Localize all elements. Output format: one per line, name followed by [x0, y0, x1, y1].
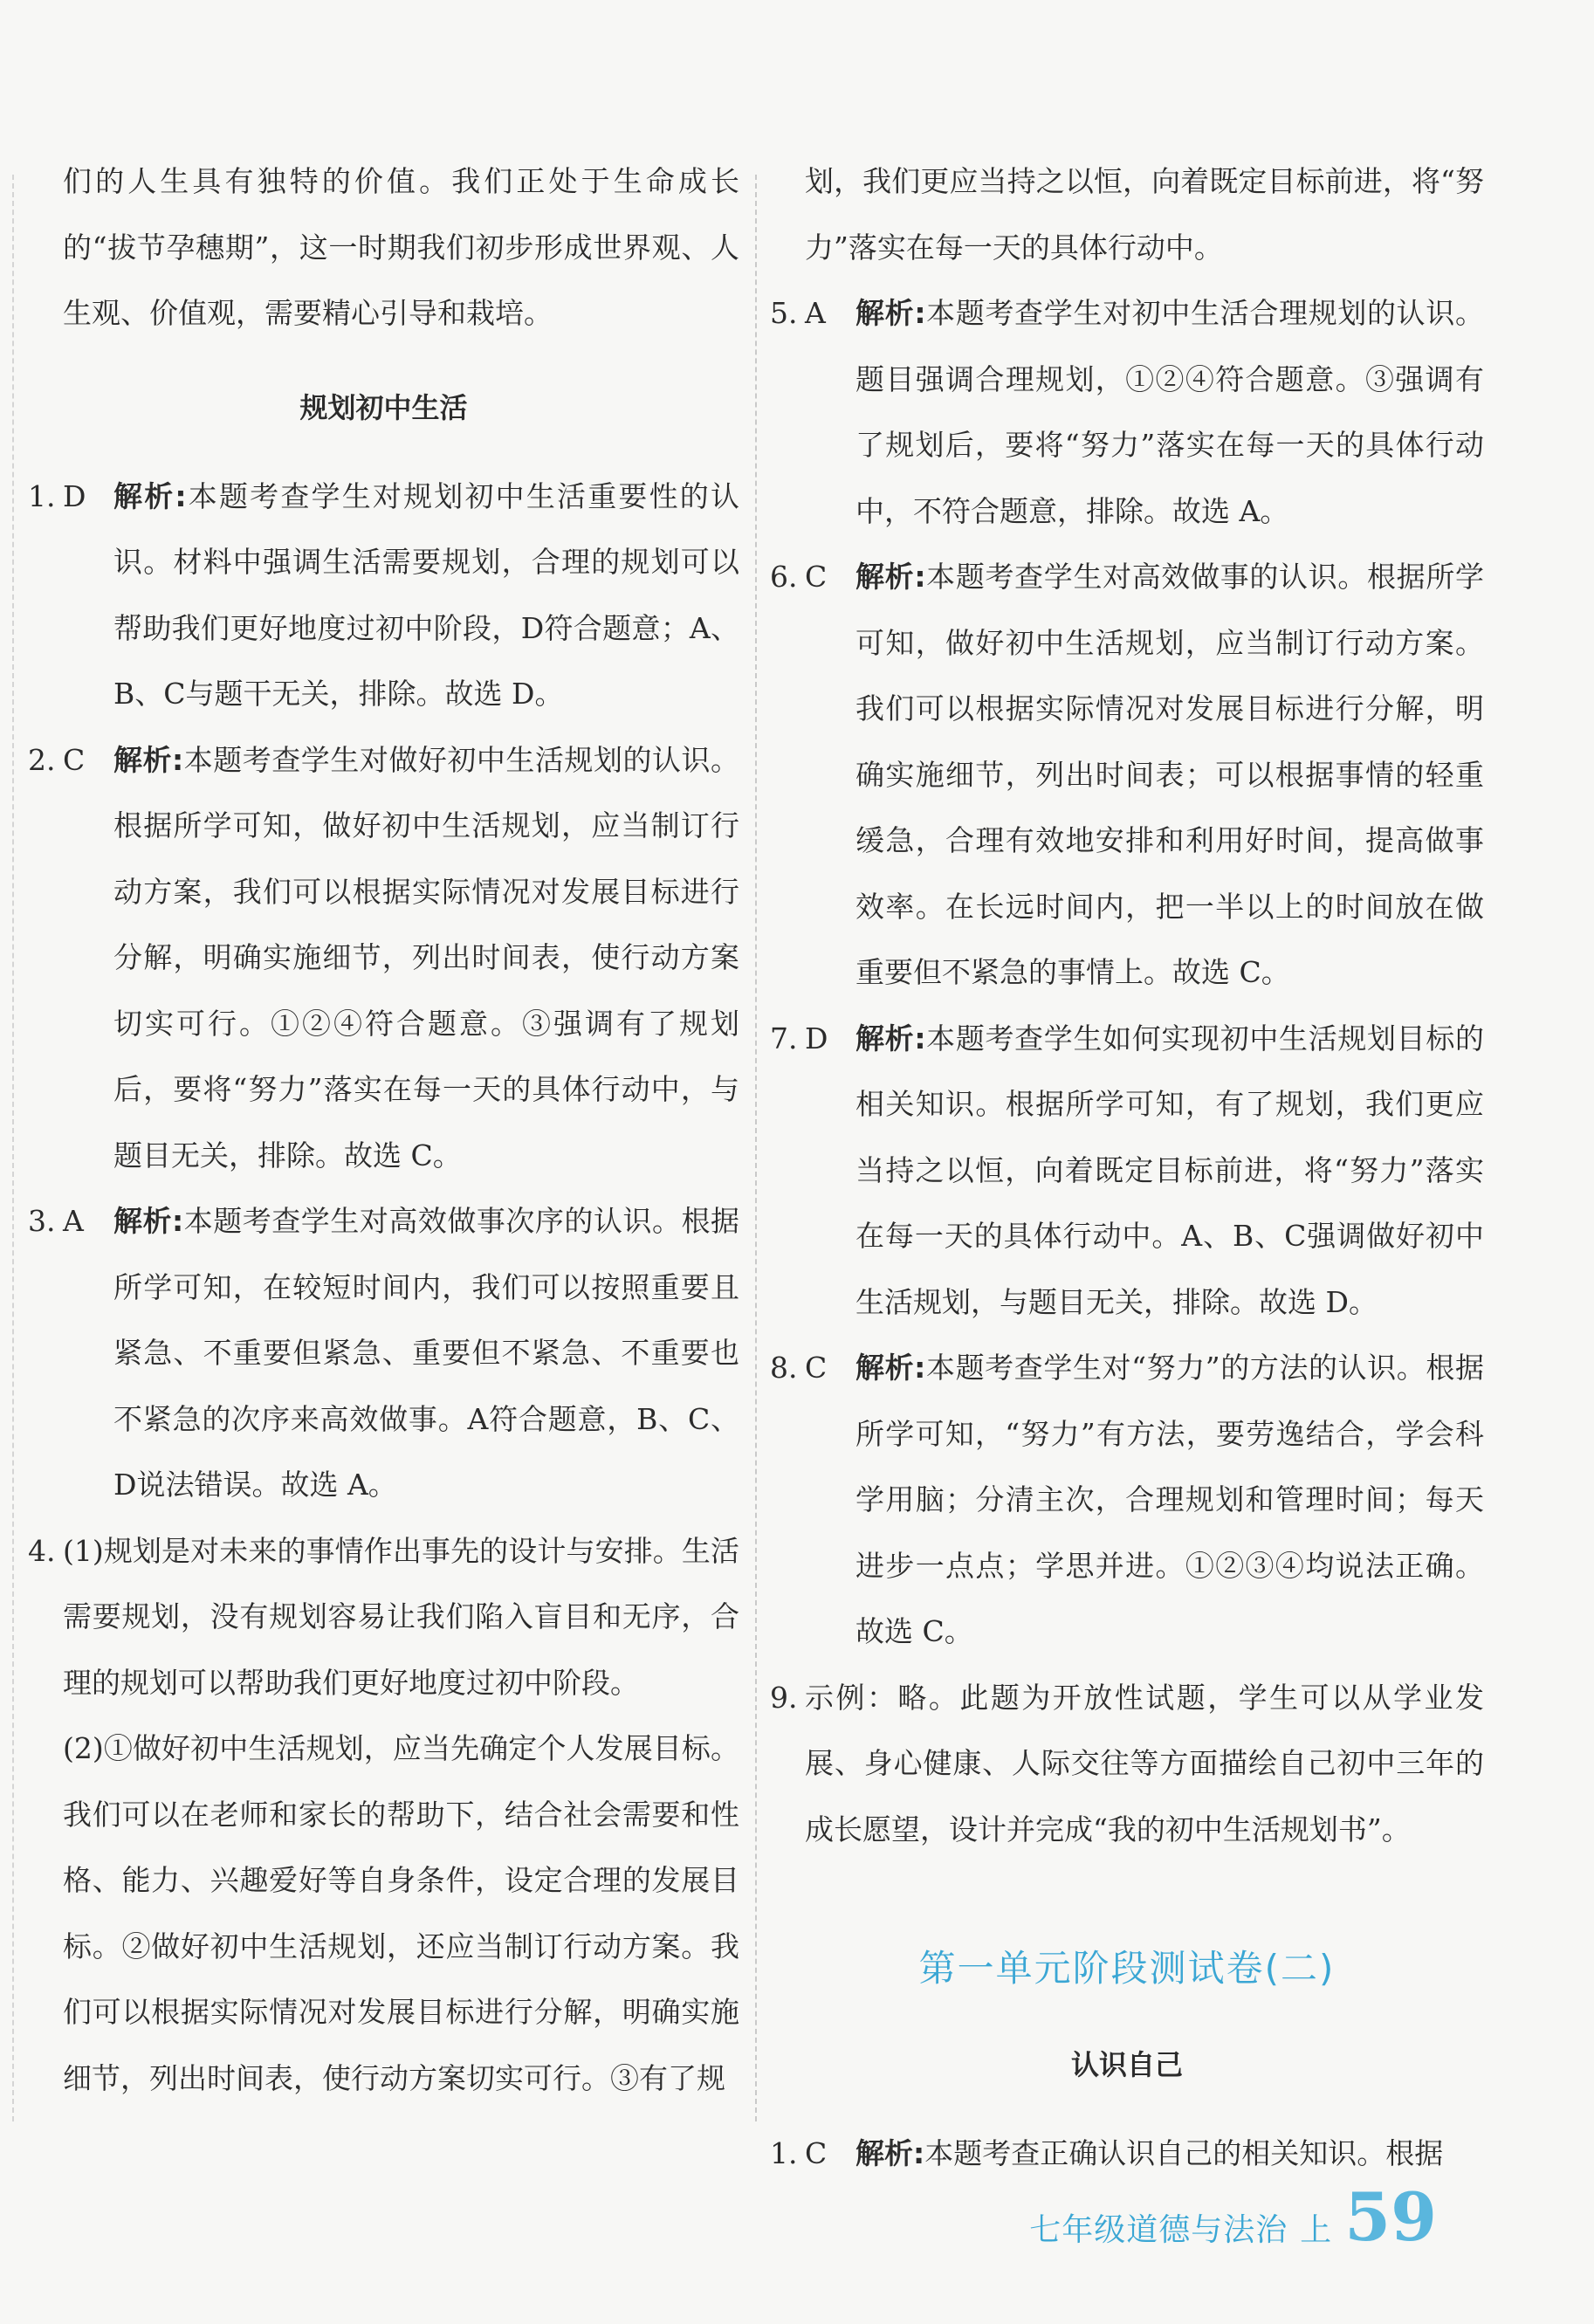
answer-item-5 — [770, 280, 1484, 544]
item-explanation — [855, 2121, 1484, 2187]
explanation-text: 本题考查学生对做好初中生活规划的认识。根据所学可知，做好初中生活规划，应当制订行动方案，我们可以根据实际情况对发展目标进行分解，明确实施细节，列出时间表，使行动方案切实可行。①②④符合题意。③强调有了规划后，要将“努力”落实在每一天的具体行动中，与题目无关，排除。故选 C。 — [113, 742, 740, 1172]
item-answer: C — [805, 560, 828, 594]
analysis-label: 解析: — [855, 296, 926, 330]
item-number: 8. — [770, 1351, 798, 1385]
answer-item-1 — [28, 464, 739, 727]
item-answer: C — [63, 742, 86, 777]
answer-item-7 — [770, 1006, 1484, 1336]
item-number: 1. — [28, 478, 56, 513]
item-number: 2. — [28, 742, 56, 777]
answer-item-2 — [28, 727, 739, 1189]
answer-item-4-part-2: (2)①做好初中生活规划，应当先确定个人发展目标。我们可以在老师和家长的帮助下，结合社会需要和性格、能力、兴趣爱好等自身条件，设定合理的发展目标。②做好初中生活规划，还应当制订行动方案。我们可以根据实际情况对发展目标进行分解，明确实施细节，列出时间表，使行动方案切实可行。③有了规 — [63, 1731, 739, 2095]
right-column — [770, 148, 1484, 2187]
explanation-text: 本题考查学生如何实现初中生活规划目标的相关知识。根据所学可知，有了规划，我们更应当持之以恒，向着既定目标前进，将“努力”落实在每一天的具体行动中。A、B、C强调做好初中生活规划，与题目无关，排除。故选 D。 — [855, 1021, 1484, 1319]
intro-paragraph: 们的人生具有独特的价值。我们正处于生命成长的“拔节孕穗期”，这一时期我们初步形成世界观、人生观、价值观，需要精心引导和栽培。 — [63, 164, 739, 330]
section-heading-self: 认识自己 — [1070, 2048, 1183, 2081]
item-explanation: 示例：略。此题为开放性试题，学生可以从学业发展、身心健康、人际交往等方面描绘自己初中三年的成长愿望，设计并完成“我的初中生活规划书”。 — [805, 1680, 1484, 1846]
item-answer: A — [63, 1204, 84, 1238]
explanation-text: 本题考查学生对高效做事次序的认识。根据所学可知，在较短时间内，我们可以按照重要且紧急、不重要但紧急、重要但不紧急、不重要也不紧急的次序来高效做事。A符合题意，B、C、D说法错误。故选 A。 — [113, 1204, 740, 1502]
item-explanation — [113, 464, 739, 727]
continuation-paragraph: 划，我们更应当持之以恒，向着既定目标前进，将“努力”落实在每一天的具体行动中。 — [805, 164, 1484, 265]
footer-volume: 上 — [1300, 2212, 1333, 2248]
item-explanation — [855, 1006, 1484, 1336]
item-number: 3. — [28, 1204, 56, 1238]
left-column — [28, 148, 739, 2111]
column-divider — [755, 175, 757, 2121]
item-number: 6. — [770, 560, 798, 594]
item-answer: C — [805, 2136, 828, 2170]
section-heading-planning: 规划初中生活 — [299, 390, 468, 424]
analysis-label: 解析: — [113, 478, 187, 513]
footer-subject: 七年级道德与法治 — [1029, 2212, 1288, 2248]
item-explanation: (1)规划是对未来的事情作出事先的设计与安排。生活需要规划，没有规划容易让我们陷入盲目和无序，合理的规划可以帮助我们更好地度过初中阶段。 — [63, 1533, 739, 1700]
item-answer: D — [63, 478, 86, 513]
item-number: 5. — [770, 296, 798, 330]
explanation-text: 本题考查正确认识自己的相关知识。根据 — [924, 2136, 1444, 2170]
analysis-label: 解析: — [113, 742, 184, 777]
item-explanation — [113, 1188, 739, 1518]
answer-item-4 — [28, 1518, 739, 1716]
analysis-label: 解析: — [855, 560, 926, 594]
item-answer: D — [805, 1021, 828, 1055]
analysis-label: 解析: — [855, 2136, 925, 2170]
item-number: 9. — [770, 1680, 798, 1715]
answer-item-6 — [770, 544, 1484, 1006]
unit-title: 第一单元阶段测试卷(二) — [918, 1947, 1336, 1990]
answer-item-unit2-1 — [770, 2121, 1484, 2187]
explanation-text: 本题考查学生对初中生活合理规划的认识。题目强调合理规划，①②④符合题意。③强调有了规划后，要将“努力”落实在每一天的具体行动中，不符合题意，排除。故选 A。 — [855, 296, 1484, 528]
item-number: 1. — [770, 2136, 798, 2170]
item-answer: C — [805, 1351, 828, 1385]
analysis-label: 解析: — [855, 1021, 926, 1055]
page-number: 59 — [1344, 2178, 1437, 2256]
explanation-text: 本题考查学生对规划初中生活重要性的认识。材料中强调生活需要规划，合理的规划可以帮助我们更好地度过初中阶段，D符合题意；A、B、C与题干无关，排除。故选 D。 — [113, 478, 739, 711]
page-footer — [1029, 2178, 1437, 2256]
item-number: 7. — [770, 1021, 798, 1055]
explanation-text: 本题考查学生对高效做事的认识。根据所学可知，做好初中生活规划，应当制订行动方案。我们可以根据实际情况对发展目标进行分解，明确实施细节，列出时间表；可以根据事情的轻重缓急，合理有效地安排和利用好时间，提高做事效率。在长远时间内，把一半以上的时间放在做重要但不紧急的事情上。故选 C。 — [855, 560, 1484, 989]
item-explanation — [855, 544, 1484, 1006]
item-answer: A — [805, 296, 826, 330]
explanation-text: 本题考查学生对“努力”的方法的认识。根据所学可知，“努力”有方法，要劳逸结合，学会科学用脑；分清主次，合理规划和管理时间；每天进步一点点；学思并进。①②③④均说法正确。故选 C。 — [855, 1351, 1484, 1648]
answer-item-9 — [770, 1665, 1484, 1863]
item-number: 4. — [28, 1533, 56, 1568]
item-explanation — [855, 1335, 1484, 1665]
left-margin-rule — [12, 175, 14, 2121]
analysis-label: 解析: — [855, 1351, 926, 1385]
item-explanation — [855, 280, 1484, 544]
item-explanation — [113, 727, 739, 1189]
answer-item-3 — [28, 1188, 739, 1518]
analysis-label: 解析: — [113, 1204, 184, 1238]
answer-item-8 — [770, 1335, 1484, 1665]
